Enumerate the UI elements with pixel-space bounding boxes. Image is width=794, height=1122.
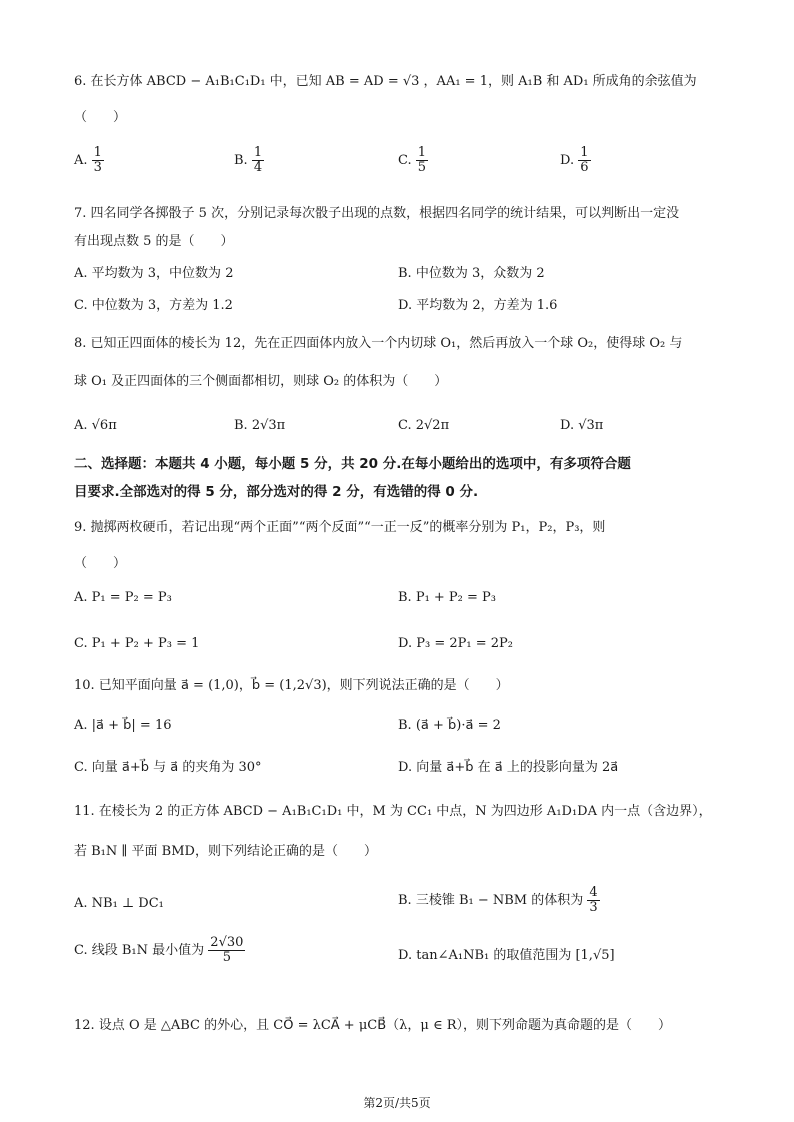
q11-option-a: A. NB₁ ⊥ DC₁ xyxy=(74,896,164,911)
q10-stem: 10. 已知平面向量 a⃗ = (1,0)，b⃗ = (1,2√3)，则下列说法正确的是（ ） xyxy=(74,678,509,693)
section2-heading-line2: 目要求.全部选对的得 5 分，部分选对的得 2 分，有选错的得 0 分. xyxy=(74,484,479,500)
q9-paren: （ ） xyxy=(74,556,127,571)
fraction: $\frac{1}{3}$ xyxy=(93,145,102,175)
q8-option-d: D. √3π xyxy=(560,418,604,433)
q11-stem-line1: 11. 在棱长为 2 的正方体 ABCD − A₁B₁C₁D₁ 中，M 为 CC₁ 中点，N 为四边形 A₁D₁DA 内一点（含边界）， xyxy=(74,804,712,819)
q12-stem: 12. 设点 O 是 △ABC 的外心，且 CO⃗ = λCA⃗ + μCB⃗（λ，μ ∈ R），则下列命题为真命题的是（ ） xyxy=(74,1018,672,1033)
q6-option-b: B. $\frac{1}{4}$ xyxy=(234,145,263,175)
q6-option-d: D. $\frac{1}{6}$ xyxy=(560,145,589,175)
q8-option-a: A. √6π xyxy=(74,418,117,433)
fraction: $\frac{2√30}{5}$ xyxy=(210,935,244,965)
q9-option-b: B. P₁ + P₂ = P₃ xyxy=(398,590,497,605)
q9-option-c: C. P₁ + P₂ + P₃ = 1 xyxy=(74,636,200,651)
q9-option-a: A. P₁ = P₂ = P₃ xyxy=(74,590,172,605)
q6-option-c: C. $\frac{1}{5}$ xyxy=(398,145,427,175)
q7-option-a: A. 平均数为 3，中位数为 2 xyxy=(74,266,234,281)
q8-stem-line1: 8. 已知正四面体的棱长为 12，先在正四面体内放入一个内切球 O₁，然后再放入一个球 O₂，使得球 O₂ 与 xyxy=(74,336,683,351)
q6-option-a: A. $\frac{1}{3}$ xyxy=(74,145,102,175)
q11-option-d: D. tan∠A₁NB₁ 的取值范围为 [1,√5] xyxy=(398,948,615,963)
fraction: $\frac{4}{3}$ xyxy=(589,885,598,915)
q10-option-d: D. 向量 a⃗+b⃗ 在 a⃗ 上的投影向量为 2a⃗ xyxy=(398,760,619,775)
fraction: $\frac{1}{5}$ xyxy=(417,145,427,175)
q8-option-c: C. 2√2π xyxy=(398,418,450,433)
q9-stem: 9. 抛掷两枚硬币，若记出现“两个正面”“两个反面”“一正一反”的概率分别为 P₁，P₂，P₃，则 xyxy=(74,520,606,535)
q9-option-d: D. P₃ = 2P₁ = 2P₂ xyxy=(398,636,513,651)
fraction: $\frac{1}{4}$ xyxy=(253,145,263,175)
page-number-footer: 第2页/共5页 xyxy=(363,1096,431,1110)
q7-option-d: D. 平均数为 2，方差为 1.6 xyxy=(398,298,558,313)
q11-stem-line2: 若 B₁N ∥ 平面 BMD，则下列结论正确的是（ ） xyxy=(74,844,377,859)
q10-option-c: C. 向量 a⃗+b⃗ 与 a⃗ 的夹角为 30° xyxy=(74,760,262,775)
q7-option-b: B. 中位数为 3，众数为 2 xyxy=(398,266,545,281)
q10-option-a: A. |a⃗ + b⃗| = 16 xyxy=(74,718,172,733)
q7-stem-line1: 7. 四名同学各掷骰子 5 次，分别记录每次骰子出现的点数，根据四名同学的统计结果，可以判断出一定没 xyxy=(74,206,680,221)
q7-stem-line2: 有出现点数 5 的是（ ） xyxy=(74,234,234,249)
q10-option-b: B. (a⃗ + b⃗)·a⃗ = 2 xyxy=(398,718,501,733)
q8-stem-line2: 球 O₁ 及正四面体的三个侧面都相切，则球 O₂ 的体积为（ ） xyxy=(74,374,448,389)
q6-stem: 6. 在长方体 ABCD − A₁B₁C₁D₁ 中，已知 AB = AD = √3 ，AA₁ = 1，则 A₁B 和 AD₁ 所成角的余弦值为 xyxy=(74,74,697,89)
q8-option-b: B. 2√3π xyxy=(234,418,286,433)
q11-option-c: C. 线段 B₁N 最小值为 $\frac{2√30}{5}$ xyxy=(74,935,244,965)
q6-paren: （ ） xyxy=(74,110,127,125)
fraction: $\frac{1}{6}$ xyxy=(580,145,589,175)
q11-option-b: B. 三棱锥 B₁ − NBM 的体积为 $\frac{4}{3}$ xyxy=(398,885,598,915)
q7-option-c: C. 中位数为 3，方差为 1.2 xyxy=(74,298,233,313)
section2-heading-line1: 二、选择题：本题共 4 小题，每小题 5 分，共 20 分.在每小题给出的选项中，有多项符合题 xyxy=(74,456,631,472)
